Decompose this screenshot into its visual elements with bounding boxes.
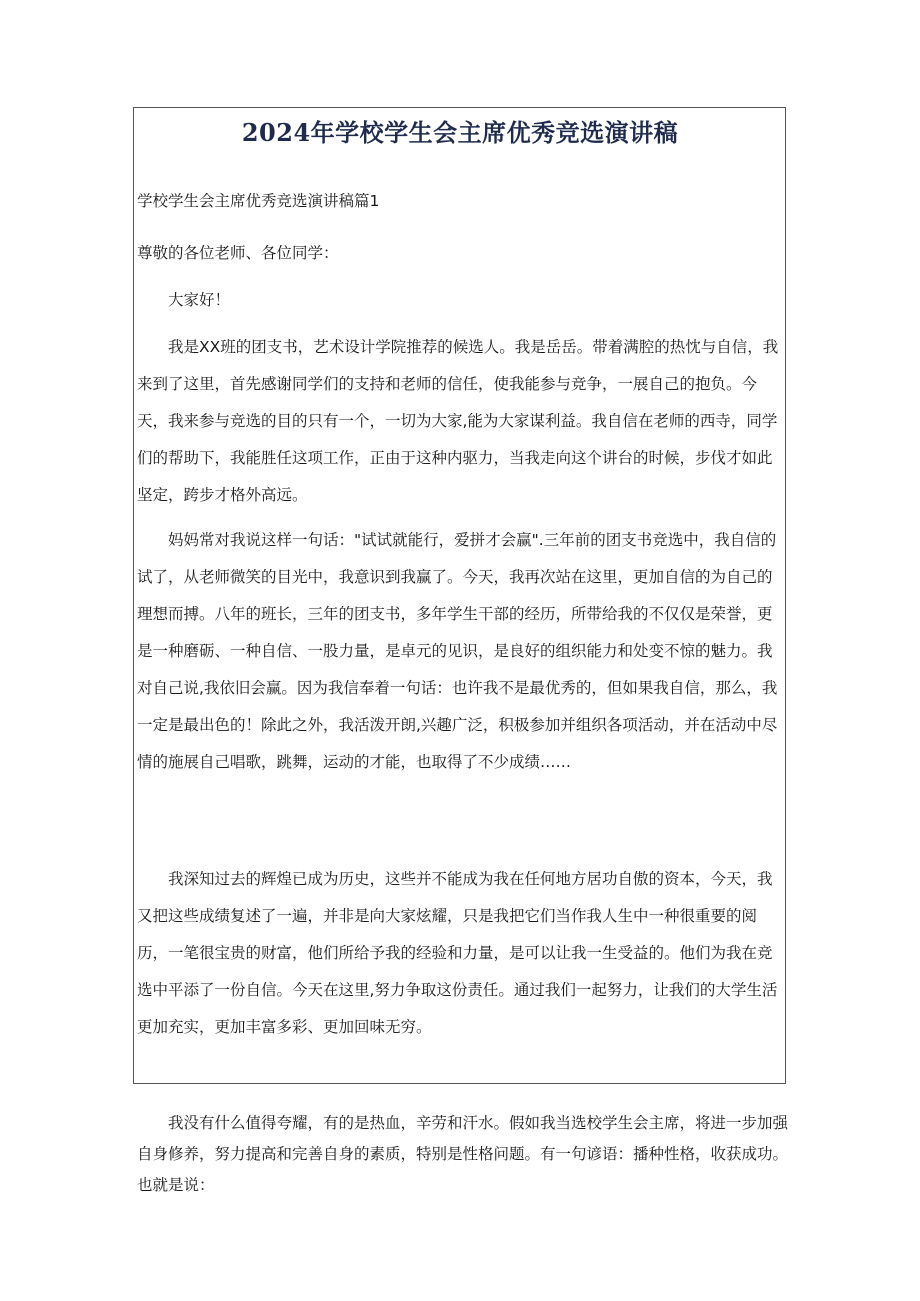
document-title: 2024年学校学生会主席优秀竞选演讲稿 xyxy=(241,118,679,147)
body-paragraph-3: 我深知过去的辉煌已成为历史，这些并不能成为我在任何地方居功自傲的资本，今天，我又把这些成绩复述了一遍，并非是向大家炫耀，只是我把它们当作我人生中一种很重要的阅历，一笔很宝贵的财富，他们所给予我的经验和力量，是可以让我一生受益的。他们为我在竞选中平添了一份自信。今天在这里,努力争取这份责任。通过我们一起努力，让我们的大学生活更加充实，更加丰富多彩、更加回味无穷。 xyxy=(137,870,778,1036)
body-paragraph-2: 妈妈常对我说这样一句话："试试就能行，爱拼才会赢".三年前的团支书竞选中，我自信的试了，从老师微笑的目光中，我意识到我赢了。今天，我再次站在这里，更加自信的为自己的理想而搏。八年的班长，三年的团支书，多年学生干部的经历，所带给我的不仅仅是荣誉，更是一种磨砺、一种自信、一股力量，是卓元的见识，是良好的组织能力和处变不惊的魅力。我对自己说,我依旧会赢。因为我信奉着一句话：也许我不是最优秀的，但如果我自信，那么，我一定是最出色的！除此之外，我活泼开朗,兴趣广泛，积极参加并组织各项活动，并在活动中尽情的施展自己唱歌，跳舞，运动的才能，也取得了不少成绩…… xyxy=(137,531,778,771)
continuation-paragraph: 我没有什么值得夸耀，有的是热血，辛劳和汗水。假如我当选校学生会主席，将进一步加强自身修养，努力提高和完善自身的素质，特别是性格问题。有一句谚语：播种性格，收获成功。也就是说： xyxy=(137,1114,789,1194)
body-paragraph-1: 我是XX班的团支书，艺术设计学院推荐的候选人。我是岳岳。带着满腔的热忱与自信，我来到了这里，首先感谢同学们的支持和老师的信任，使我能参与竞争，一展自己的抱负。今天，我来参与竞选的目的只有一个，一切为大家,能为大家谋利益。我自信在老师的西寺，同学们的帮助下，我能胜任这项工作，正由于这种内驱力，当我走向这个讲台的时候，步伐才如此坚定，跨步才格外高远。 xyxy=(137,338,779,504)
greeting: 大家好！ xyxy=(168,291,231,309)
section-subtitle: 学校学生会主席优秀竞选演讲稿篇1 xyxy=(137,192,380,210)
salutation: 尊敬的各位老师、各位同学： xyxy=(137,244,339,262)
